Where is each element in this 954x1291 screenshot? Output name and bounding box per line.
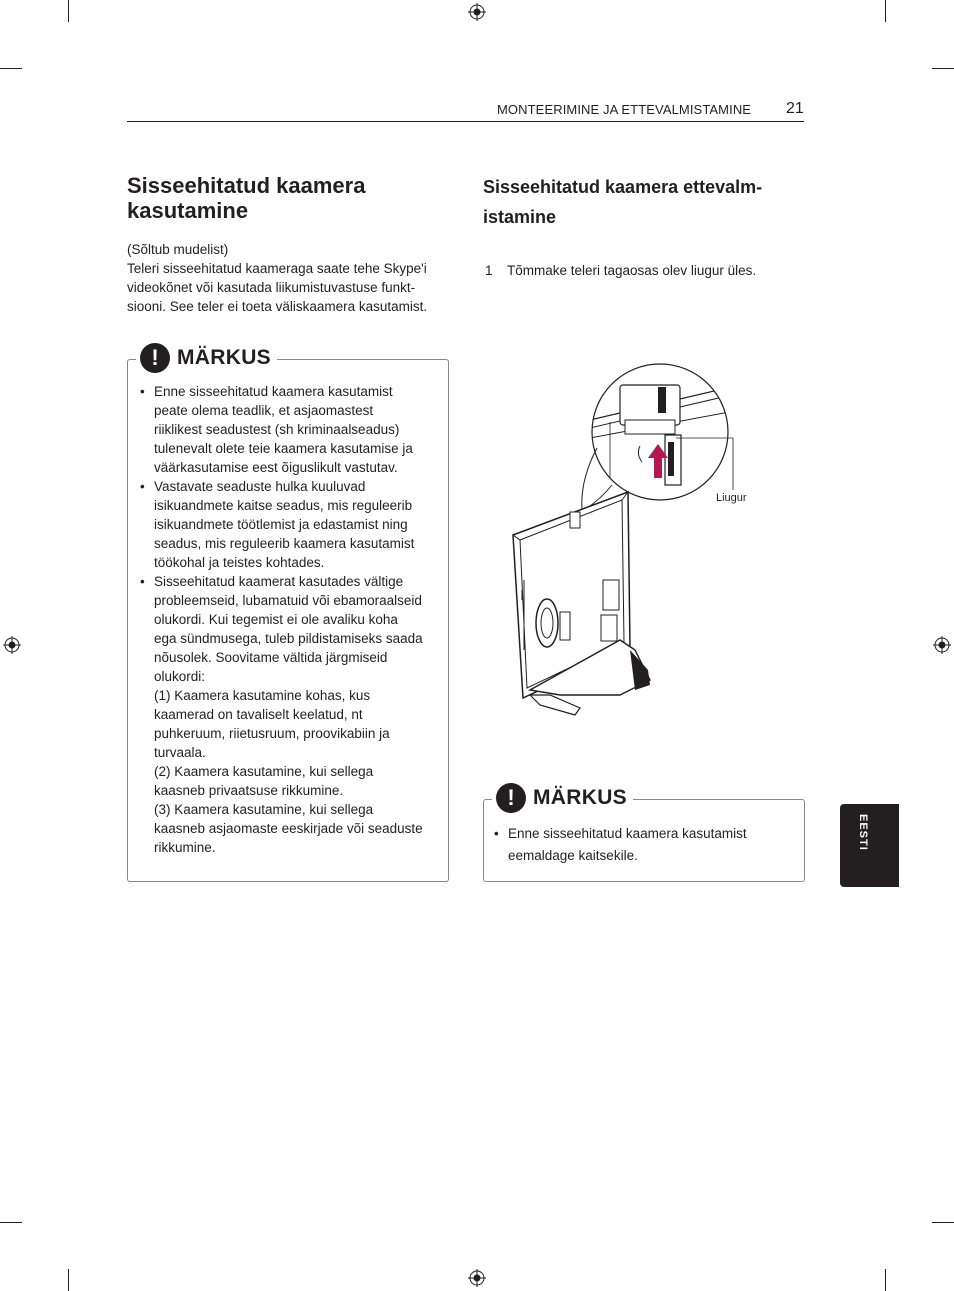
tv-camera-illustration: [500, 350, 750, 720]
crop-mark: [0, 68, 22, 69]
crop-mark: [68, 1269, 69, 1291]
section-title: [127, 173, 457, 223]
intro-paragraph: [127, 240, 457, 316]
running-header: MONTEERIMINE JA ETTEVALMISTAMINE: [497, 102, 752, 117]
subsection-title-line: istamine: [483, 207, 557, 227]
intro-line: siooni. See teler ei toeta väliskaamera kasutamist.: [127, 299, 428, 314]
note-title: MÄRKUS: [533, 786, 627, 809]
note-list: [494, 823, 794, 867]
subsection-title: [483, 172, 813, 232]
language-tab: [840, 804, 899, 887]
page-number: 21: [786, 100, 804, 117]
language-tab-label: EESTI: [857, 814, 869, 851]
registration-mark-icon: [468, 1269, 486, 1287]
intro-line: videokõnet või kasutada liikumistuvastuse funkt-: [127, 280, 416, 295]
registration-mark-icon: [468, 3, 486, 21]
slider-label: Liugur: [716, 492, 747, 504]
subsection-title-line: Sisseehitatud kaamera ettevalm-: [483, 177, 763, 197]
step-text: Tõmmake teleri tagaosas olev liugur üles.: [507, 263, 757, 278]
list-item: • Enne sisseehitatud kaamera kasutamist eemaldage kaitsekile.: [494, 823, 794, 867]
list-item: • Sisseehitatud kaamerat kasutades vältige probleemseid, lubamatuid või ebamoraalseid olukordi. Kui tegemist ei ole avaliku koha ega sündmusega, tuleb pildistamiseks saada nõusolek. Soovitame vältida järgmiseid olukordi: (1) Kaamera kasutamine kohas, kus kaamerad on tavaliselt keelatud, nt puhkeruum, riietusruum, proovikabiin ja turvaala. (2) Kaamera kasutamine, kui sellega kaasneb privaatsuse rikkumine. (3) Kaamera kasutamine, kui sellega kaasneb asjaomaste eeskirjade või seaduste rikkumine.: [140, 572, 440, 857]
exclamation-icon: !: [140, 343, 170, 373]
crop-mark: [885, 0, 886, 22]
list-item: • Enne sisseehitatud kaamera kasutamist peate olema teadlik, et asjaomastest riiklikest seadustest (sh kriminaalseadus) tulenevalt olete teie kaamera kasutamise ja väärkasutamise eest õiguslikult vastutav.: [140, 382, 440, 477]
header-rule: [127, 121, 804, 122]
note-heading: [492, 783, 633, 813]
note-list: [140, 382, 440, 857]
section-title-line: kasutamine: [127, 198, 249, 223]
exclamation-icon: !: [496, 783, 526, 813]
crop-mark: [932, 68, 954, 69]
step-number: 1: [485, 263, 493, 278]
registration-mark-icon: [933, 636, 951, 654]
list-item: • Vastavate seaduste hulka kuuluvad isikuandmete kaitse seadus, mis reguleerib isikuandmete töötlemist ja edastamist ning seadus, mis reguleerib kaamera kasutamist töökohal ja teistes kohtades.: [140, 477, 440, 572]
intro-line: Teleri sisseehitatud kaameraga saate tehe Skype'i: [127, 261, 427, 276]
crop-mark: [68, 0, 69, 22]
section-title-line: Sisseehitatud kaamera: [127, 173, 366, 198]
intro-line: (Sõltub mudelist): [127, 242, 229, 257]
crop-mark: [885, 1269, 886, 1291]
note-heading: [136, 343, 277, 373]
step-1: [485, 263, 756, 278]
note-title: MÄRKUS: [177, 346, 271, 369]
crop-mark: [0, 1222, 22, 1223]
crop-mark: [932, 1222, 954, 1223]
registration-mark-icon: [3, 636, 21, 654]
